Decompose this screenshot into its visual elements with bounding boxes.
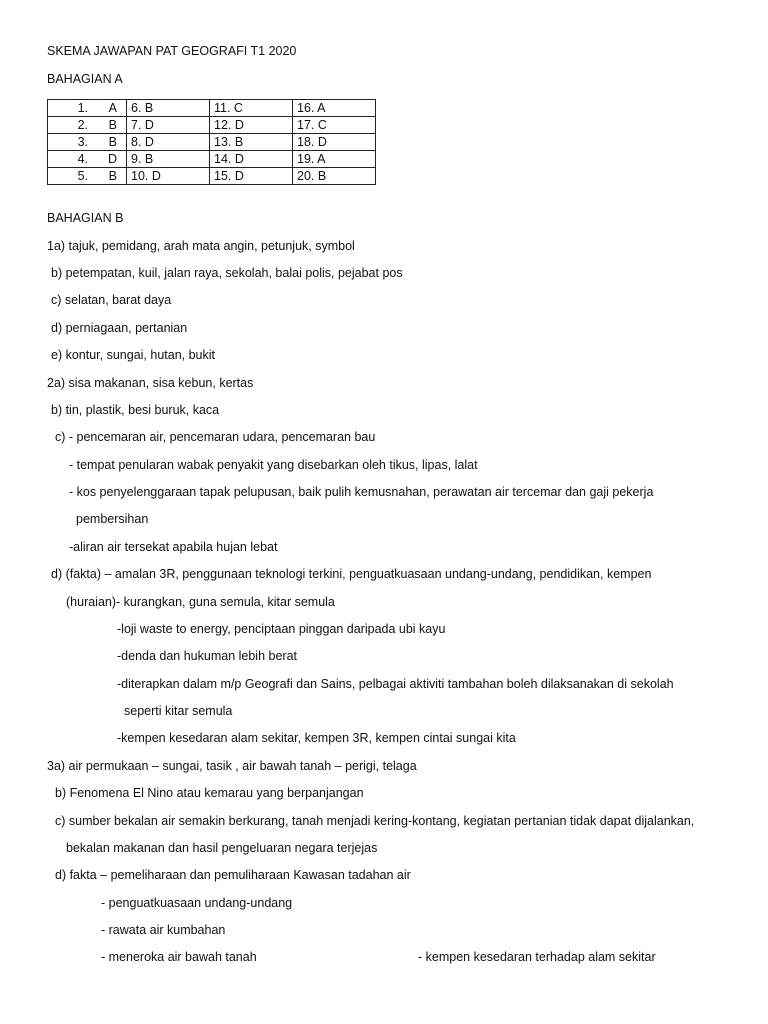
answer-line: 1a) tajuk, pemidang, arah mata angin, petunjuk, symbol <box>47 239 355 253</box>
table-cell: 13. B <box>210 134 293 151</box>
answer-line: - meneroka air bawah tanah <box>101 950 257 964</box>
table-row <box>48 151 376 168</box>
answer-line: pembersihan <box>76 512 149 526</box>
table-cell: 8. D <box>127 134 210 151</box>
answer-line: b) Fenomena El Nino atau kemarau yang berpanjangan <box>55 786 364 800</box>
table-cell <box>48 134 127 151</box>
table-cell <box>48 117 127 134</box>
item-answer: A <box>108 101 117 115</box>
answer-line: -aliran air tersekat apabila hujan lebat <box>69 540 278 554</box>
table-row <box>48 168 376 185</box>
answer-table <box>47 99 376 185</box>
answer-line: d) fakta – pemeliharaan dan pemuliharaan Kawasan tadahan air <box>55 868 411 882</box>
table-cell <box>48 151 127 168</box>
document-title: SKEMA JAWAPAN PAT GEOGRAFI T1 2020 <box>47 44 297 58</box>
item-answer: B <box>108 118 117 132</box>
table-cell: 17. C <box>293 117 376 134</box>
answer-line: - kempen kesedaran terhadap alam sekitar <box>418 950 656 964</box>
item-number: 3. <box>77 135 88 149</box>
table-cell: 16. A <box>293 100 376 117</box>
item-answer: B <box>108 135 117 149</box>
item-number: 5. <box>77 169 88 183</box>
table-cell: 19. A <box>293 151 376 168</box>
answer-line: - kos penyelenggaraan tapak pelupusan, baik pulih kemusnahan, perawatan air tercemar dan gaji pekerja <box>69 485 654 499</box>
table-cell: 14. D <box>210 151 293 168</box>
item-number: 2. <box>77 118 88 132</box>
item-answer: D <box>107 152 117 166</box>
answer-line: b) petempatan, kuil, jalan raya, sekolah, balai polis, pejabat pos <box>51 266 403 280</box>
answer-line: d) (fakta) – amalan 3R, penggunaan teknologi terkini, penguatkuasaan undang-undang, pendidikan, kempen <box>51 567 652 581</box>
table-cell: 9. B <box>127 151 210 168</box>
table-cell: 15. D <box>210 168 293 185</box>
table-cell: 11. C <box>210 100 293 117</box>
answer-line: -diterapkan dalam m/p Geografi dan Sains, pelbagai aktiviti tambahan boleh dilaksanakan di sekolah <box>117 677 674 691</box>
answer-line: c) selatan, barat daya <box>51 293 172 307</box>
answer-line: d) perniagaan, pertanian <box>51 321 188 335</box>
table-cell <box>48 168 127 185</box>
answer-line: - tempat penularan wabak penyakit yang disebarkan oleh tikus, lipas, lalat <box>69 458 478 472</box>
answer-line: c) sumber bekalan air semakin berkurang, tanah menjadi kering-kontang, kegiatan pertanian tidak dapat dijalankan, <box>55 814 695 828</box>
table-cell: 6. B <box>127 100 210 117</box>
answer-line: -denda dan hukuman lebih berat <box>117 649 297 663</box>
answer-line: c) - pencemaran air, pencemaran udara, pencemaran bau <box>55 430 376 444</box>
table-cell: 12. D <box>210 117 293 134</box>
answer-line: - penguatkuasaan undang-undang <box>101 896 293 910</box>
answer-line: -kempen kesedaran alam sekitar, kempen 3R, kempen cintai sungai kita <box>117 731 516 745</box>
table-row <box>48 117 376 134</box>
answer-line: 2a) sisa makanan, sisa kebun, kertas <box>47 376 254 390</box>
answer-line: (huraian)- kurangkan, guna semula, kitar semula <box>66 595 335 609</box>
answer-line: bekalan makanan dan hasil pengeluaran negara terjejas <box>66 841 378 855</box>
answer-line: b) tin, plastik, besi buruk, kaca <box>51 403 220 417</box>
item-answer: B <box>108 169 117 183</box>
answer-line: - rawata air kumbahan <box>101 923 226 937</box>
table-cell <box>48 100 127 117</box>
table-cell: 10. D <box>127 168 210 185</box>
answer-line: e) kontur, sungai, hutan, bukit <box>51 348 215 362</box>
table-row <box>48 134 376 151</box>
table-row <box>48 100 376 117</box>
answer-line: 3a) air permukaan – sungai, tasik , air bawah tanah – perigi, telaga <box>47 759 417 773</box>
answer-line: -loji waste to energy, penciptaan pinggan daripada ubi kayu <box>117 622 446 636</box>
table-cell: 7. D <box>127 117 210 134</box>
item-number: 4. <box>77 152 88 166</box>
table-cell: 18. D <box>293 134 376 151</box>
answer-line: seperti kitar semula <box>124 704 233 718</box>
section-b-heading: BAHAGIAN B <box>47 211 124 225</box>
item-number: 1. <box>77 101 88 115</box>
section-a-heading: BAHAGIAN A <box>47 72 123 86</box>
table-cell: 20. B <box>293 168 376 185</box>
